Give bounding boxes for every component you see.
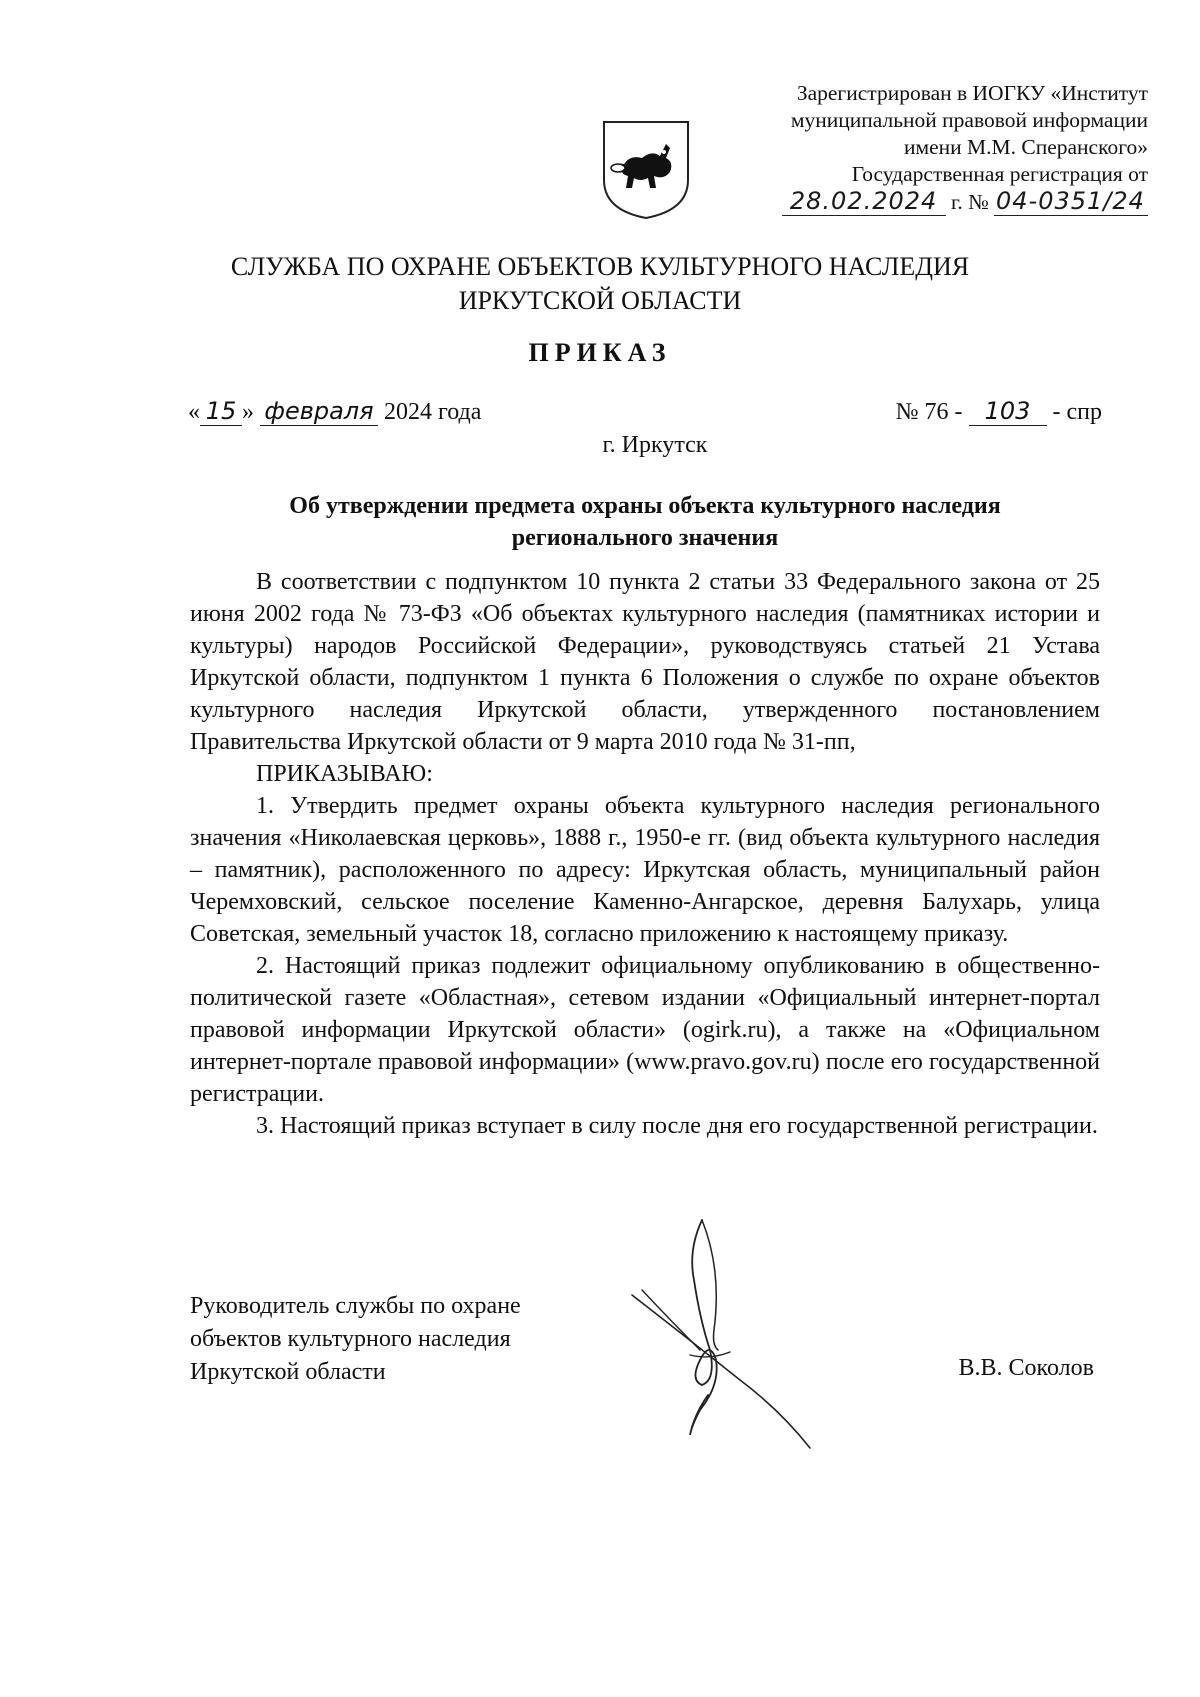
body-order-word: ПРИКАЗЫВАЮ: xyxy=(256,761,433,787)
signatory-position-line-3: Иркутской области xyxy=(190,1359,386,1385)
agency-name-line-1: СЛУЖБА ПО ОХРАНЕ ОБЪЕКТОВ КУЛЬТУРНОГО НАСЛЕДИЯ xyxy=(230,252,970,281)
body-item-1: 1. Утвердить предмет охраны объекта культурного наследия регионального значения «Николаевская церковь», 1888 г., 1950-е гг. (вид объекта культурного наследия – памятник), расположенного по адресу: Иркутская область, муниципальный район Черемховский, сельское поселение Каменно-Ангарское, деревня Балухарь, улица Советская, земельный участок 18, согласно приложению к настоящему приказу. xyxy=(190,793,1100,947)
date-year: 2024 года xyxy=(384,399,482,425)
signatory-position-line-2: объектов культурного наследия xyxy=(190,1326,511,1352)
signer-name: В.В. Соколов xyxy=(958,1355,1094,1381)
registration-number-handwritten: 04-0351/24 xyxy=(994,188,1148,216)
registration-line-5 xyxy=(700,188,1148,216)
order-number-prefix: № 76 - xyxy=(895,399,963,425)
date-open-quote: « xyxy=(188,399,200,425)
registration-line-1: Зарегистрирован в ИОГКУ «Институт xyxy=(796,81,1148,105)
registration-stamp xyxy=(700,80,1148,216)
date-month-handwritten: февраля xyxy=(260,397,378,426)
registration-city-no: г. № xyxy=(950,190,989,214)
registration-line-3: имени М.М. Сперанского» xyxy=(903,135,1148,159)
registration-line-2: муниципальной правовой информации xyxy=(790,108,1148,132)
order-subject-line-2: регионального значения xyxy=(511,525,779,551)
registration-date-handwritten: 28.02.2024 xyxy=(782,188,946,216)
order-body xyxy=(190,566,1100,1142)
irkutsk-oblast-coat-of-arms-icon xyxy=(600,118,692,222)
order-number-handwritten: 103 xyxy=(969,397,1047,426)
body-preamble: В соответствии с подпунктом 10 пункта 2 статьи 33 Федерального закона от 25 июня 2002 года № 73-ФЗ «Об объектах культурного наследия (памятниках истории и культуры) народов Российской Федерации», руководствуясь статьей 21 Устава Иркутской области, подпунктом 1 пункта 6 Положения о службе по охране объектов культурного наследия Иркутской области, утвержденного постановлением Правительства Иркутской области от 9 марта 2010 года № 31-пп, xyxy=(190,569,1100,755)
order-subject xyxy=(190,490,1100,554)
signatory-position-line-1: Руководитель службы по охране xyxy=(190,1293,521,1319)
agency-name-line-2: ИРКУТСКОЙ ОБЛАСТИ xyxy=(458,286,742,315)
order-number xyxy=(896,397,1102,426)
order-number-suffix: - спр xyxy=(1052,399,1102,425)
order-subject-line-1: Об утверждении предмета охраны объекта культурного наследия xyxy=(289,493,1001,519)
order-date xyxy=(188,397,481,426)
body-item-2: 2. Настоящий приказ подлежит официальному опубликованию в общественно-политической газете «Областная», сетевом издании «Официальный интернет-портал правовой информации Иркутской области» (ogirk.ru), а также на «Официальном интернет-портале правовой информации» (www.pravo.gov.ru) после его государственной регистрации. xyxy=(190,953,1100,1107)
body-item-3: 3. Настоящий приказ вступает в силу после дня его государственной регистрации. xyxy=(256,1113,1098,1139)
date-close-quote: » xyxy=(242,399,254,425)
date-day-handwritten: 15 xyxy=(200,397,242,426)
registration-line-4: Государственная регистрация от xyxy=(851,162,1148,186)
signatory-position xyxy=(190,1290,521,1389)
handwritten-signature xyxy=(630,1210,820,1460)
agency-name xyxy=(0,250,1200,318)
order-city: г. Иркутск xyxy=(602,432,708,458)
order-title: ПРИКАЗ xyxy=(528,338,672,367)
